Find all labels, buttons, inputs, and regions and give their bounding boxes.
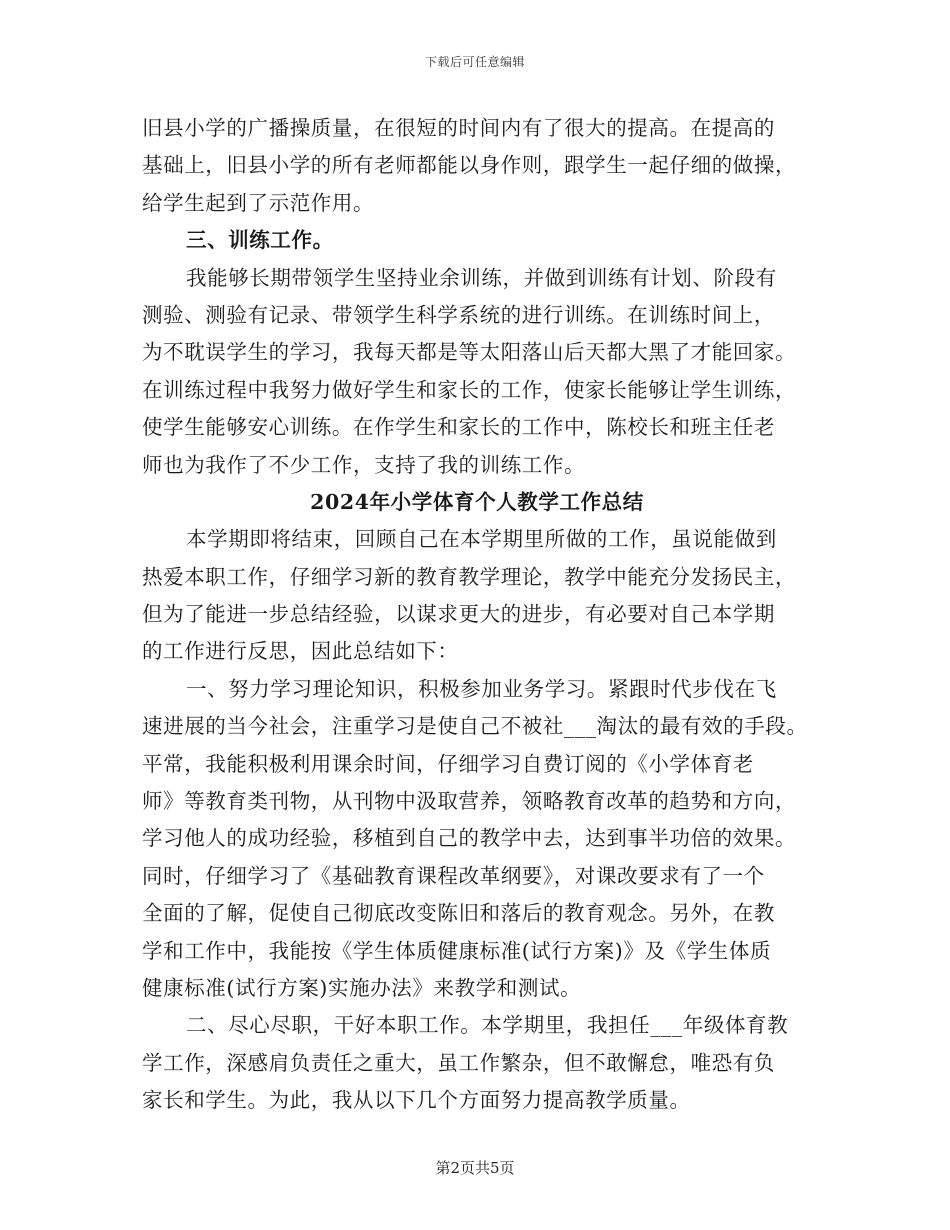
text-line: 同时，仔细学习了《基础教育课程改革纲要》，对课改要求有了一个 (142, 863, 765, 888)
text-line: 我能够长期带领学生坚持业余训练，并做到训练有计划、阶段有 (186, 265, 777, 290)
text-line: 在训练过程中我努力做好学生和家长的工作，使家长能够让学生训练， (142, 377, 797, 402)
text-line: 平常，我能积极利用课余时间，仔细学习自费订阅的《小学体育老 (142, 751, 754, 776)
text-line: 一、努力学习理论知识，积极参加业务学习。紧跟时代步伐在飞 (186, 676, 777, 701)
text-line: 基础上，旧县小学的所有老师都能以身作则，跟学生一起仔细的做操， (142, 153, 797, 178)
document-body (142, 110, 812, 1120)
text-line: 热爱本职工作，仔细学习新的教育教学理论，教学中能充分发扬民主， (142, 564, 797, 589)
text-line: 本学期即将结束，回顾自己在本学期里所做的工作，虽说能做到 (186, 527, 777, 552)
page-number: 第2页共5页 (435, 1159, 515, 1177)
text-line: 学习他人的成功经验，移植到自己的教学中去，达到事半功倍的效果。 (142, 826, 797, 851)
header-note: 下载后可任意编辑 (424, 55, 525, 69)
text-line: 师也为我作了不少工作，支持了我的训练工作。 (142, 452, 586, 477)
document-title: 2024年小学体育个人教学工作总结 (310, 489, 644, 514)
section-heading: 三、训练工作。 (186, 228, 334, 253)
text-line: 二、尽心尽职，干好本职工作。本学期里，我担任___年级体育教 (186, 1013, 789, 1038)
text-line: 为不耽误学生的学习，我每天都是等太阳落山后天都大黑了才能回家。 (142, 340, 797, 365)
text-line: 的工作进行反思，因此总结如下： (142, 639, 459, 664)
text-line: 但为了能进一步总结经验，以谋求更大的进步，有必要对自己本学期 (142, 602, 775, 627)
text-line: 学工作，深感肩负责任之重大，虽工作繁杂，但不敢懈怠，唯恐有负 (142, 1050, 775, 1075)
text-line: 全面的了解，促使自己彻底改变陈旧和落后的教育观念。另外，在教 (142, 901, 775, 926)
text-line: 家长和学生。为此，我从以下几个方面努力提高教学质量。 (142, 1088, 691, 1113)
text-line: 健康标准(试行方案)实施办法》来教学和测试。 (142, 975, 582, 1000)
text-line: 给学生起到了示范作用。 (142, 190, 375, 215)
text-line: 旧县小学的广播操质量，在很短的时间内有了很大的提高。在提高的 (142, 116, 775, 140)
text-line: 速进展的当今社会，注重学习是使自己不被社___淘汰的最有效的手段。 (142, 714, 808, 739)
text-line: 师》等教育类刊物，从刊物中汲取营养，领略教育改革的趋势和方向， (142, 789, 797, 814)
text-line: 使学生能够安心训练。在作学生和家长的工作中，陈校长和班主任老 (142, 415, 775, 440)
text-line: 测验、测验有记录、带领学生科学系统的进行训练。在训练时间上， (142, 302, 775, 327)
text-line: 学和工作中，我能按《学生体质健康标准(试行方案)》及《学生体质 (142, 938, 772, 963)
